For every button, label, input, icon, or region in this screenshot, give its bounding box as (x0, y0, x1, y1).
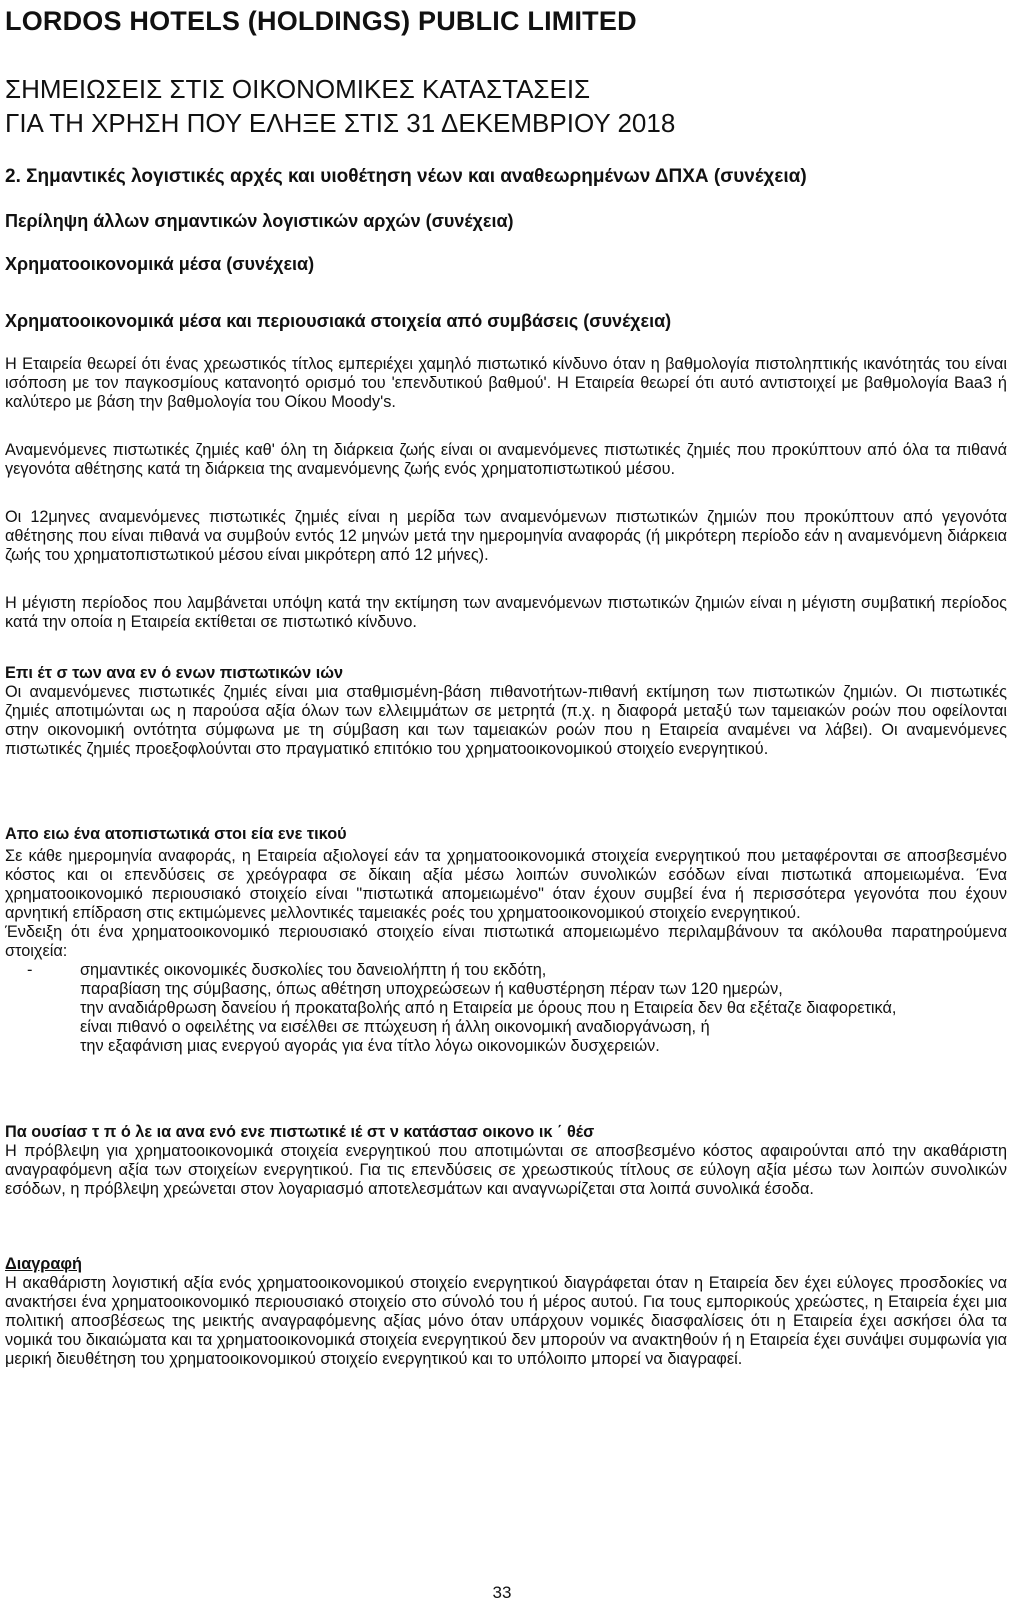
company-name: LORDOS HOTELS (HOLDINGS) PUBLIC LIMITED (5, 6, 637, 36)
list-item (5, 961, 1007, 980)
block-credit-impaired-assets (5, 825, 1007, 1056)
heading-write-off: Διαγραφή (5, 1255, 82, 1273)
heading-credit-impaired-assets: Απο ειω ένα ατοπιστωτικά στοι εία ενε τικού (5, 825, 347, 843)
list-item-text: είναι πιθανό ο οφειλέτης να εισέλθει σε πτώχευση ή άλλη οικονομική αναδιοργάνωση, ή (80, 1018, 710, 1036)
text-ecl-measurement: Οι αναμενόμενες πιστωτικές ζημιές είναι μια σταθμισμένη-βάση πιθανοτήτων-πιθανή εκτίμηση των πιστωτικών ζημιών. Οι πιστωτικές ζημιές αποτιμώνται ως η παρούσα αξία όλων των ελλειμμάτων σε μετρητά (π.χ. η διαφορά μεταξύ των ταμειακών ροών που οφείλονται στην οικονομική οντότητα σύμφωνα με τη σύμβαση και των ταμειακών ροών που η Εταιρεία αναμένει να λάβει). Οι αναμενόμενες πιστωτικές ζημιές προεξοφλούνται στο πραγματικό επιτόκιο του χρηματοοικονομικού στοιχείο ενεργητικού. (5, 683, 1007, 758)
subheading-other-policies: Περίληψη άλλων σημαντικών λογιστικών αρχών (συνέχεια) (5, 211, 514, 231)
subheading-financial-instruments: Χρηματοοικονομικά μέσα (συνέχεια) (5, 254, 315, 274)
document-title (5, 72, 675, 140)
list-dash: - (27, 961, 33, 979)
paragraph-lifetime-ecl: Αναμενόμενες πιστωτικές ζημιές καθ' όλη τη διάρκεια ζωής είναι οι αναμενόμενες πιστωτικές ζημιές που προκύπτουν από όλα τα πιθανά γεγονότα αθέτησης κατά τη διάρκεια της αναμενόμενης ζωής ενός χρηματοπιστωτικού μέσου. (5, 441, 1007, 478)
block-ecl-presentation (5, 1123, 1007, 1199)
page-number: 33 (492, 1583, 512, 1602)
paragraph-maximum-period: Η μέγιστη περίοδος που λαμβάνεται υπόψη κατά την εκτίμηση των αναμενόμενων πιστωτικών ζημιών είναι η μέγιστη συμβατική περίοδος κατά την οποία η Εταιρεία εκτίθεται σε πιστωτικό κίνδυνο. (5, 594, 1007, 631)
list-item-text: παραβίαση της σύμβασης, όπως αθέτηση υποχρεώσεων ή καθυστέρηση πέραν των 120 ημερών, (80, 980, 783, 998)
list-item-text: την αναδιάρθρωση δανείου ή προκαταβολής από η Εταιρεία με όρους που η Εταιρεία δεν θα εξέταζε διαφορετικά, (80, 999, 897, 1017)
section-heading: 2. Σημαντικές λογιστικές αρχές και υιοθέτηση νέων και αναθεωρημένων ΔΠΧΑ (συνέχεια) (5, 166, 807, 187)
paragraph-12-month-ecl: Οι 12μηνες αναμενόμενες πιστωτικές ζημιές είναι η μερίδα των αναμενόμενων πιστωτικών ζημιών που προκύπτουν από γεγονότα αθέτησης που είναι πιθανά να συμβούν εντός 12 μηνών μετά την ημερομηνία αναφοράς (ή μικρότερη περίοδο εάν η αναμενόμενη διάρκεια ζωής του χρηματοπιστωτικού μέσου είναι μικρότερη από 12 μήνες). (5, 508, 1007, 564)
list-item (5, 1018, 1007, 1037)
text-credit-impaired-evidence: Ένδειξη ότι ένα χρηματοοικονομικό περιουσιακό στοιχείο είναι πιστωτικά απομειωμένο περιλαμβάνουν τα ακόλουθα παρατηρούμενα στοιχεία: (5, 923, 1007, 960)
list-item (5, 999, 1007, 1018)
block-ecl-measurement (5, 664, 1007, 759)
list-item (5, 980, 1007, 999)
subheading-financial-assets-contract-assets: Χρηματοοικονομικά μέσα και περιουσιακά στοιχεία από συμβάσεις (συνέχεια) (5, 311, 672, 331)
text-credit-impaired-definition: Σε κάθε ημερομηνία αναφοράς, η Εταιρεία αξιολογεί εάν τα χρηματοοικονομικά στοιχεία ενεργητικού που μεταφέρονται σε αποσβεσμένο κόστος και οι επενδύσεις σε χρεόγραφα σε δίκαιη αξία μέσω λοιπών συνολικών εσόδων είναι πιστωτικά απομειωμένα. Ένα χρηματοοικονομικό περιουσιακό στοιχείο είναι "πιστωτικά απομειωμένο" όταν έχουν συμβεί ένα ή περισσότερα γεγονότα που έχουν αρνητική επίδραση στις εκτιμώμενες μελλοντικές ταμειακές ροές του χρηματοοικονομικού στοιχείο ενεργητικού. (5, 847, 1007, 922)
text-ecl-presentation: Η πρόβλεψη για χρηματοοικονομικά στοιχεία ενεργητικού που αποτιμώνται σε αποσβεσμένο κόστος αφαιρούνται από την ακαθάριστη αναγραφόμενη αξία των στοιχείων ενεργητικού. Για τις επενδύσεις σε χρεωστικούς τίτλους σε εύλογη αξία μέσω των λοιπών συνολικών εσόδων, η πρόβλεψη χρεώνεται στον λογαριασμό αποτελεσμάτων και αναγνωρίζεται στα λοιπά συνολικά έσοδα. (5, 1142, 1007, 1198)
list-item-text: την εξαφάνιση μιας ενεργού αγοράς για ένα τίτλο λόγω οικονομικών δυσχερειών. (80, 1037, 660, 1055)
heading-ecl-presentation: Πα ουσίασ τ π ό λε ια ανα ενό ενε πιστωτικέ ιέ στ ν κατάστασ οικονο ικ ΄ θέσ (5, 1123, 595, 1141)
document-title-line-2: ΓΙΑ ΤΗ ΧΡΗΣΗ ΠΟΥ ΕΛΗΞΕ ΣΤΙΣ 31 ΔΕΚΕΜΒΡΙΟΥ 2018 (5, 108, 676, 138)
document-title-line-1: ΣΗΜΕΙΩΣΕΙΣ ΣΤΙΣ ΟΙΚΟΝΟΜΙΚΕΣ ΚΑΤΑΣΤΑΣΕΙΣ (5, 74, 591, 104)
heading-ecl-measurement: Επι έτ σ των ανα εν ό ενων πιστωτικών ιών (5, 664, 344, 682)
text-write-off: Η ακαθάριστη λογιστική αξία ενός χρηματοοικονομικού στοιχείο ενεργητικού διαγράφεται όταν η Εταιρεία δεν έχει εύλογες προσδοκίες να ανακτήσει ένα χρηματοοικονομικό περιουσιακό στοιχείο στο σύνολό του ή μέρος αυτού. Για τους εμπορικούς χρεώστες, η Εταιρεία έχει μια πολιτική αποσβέσεως της μεικτής αναγραφόμενης αξίας μόνο όταν υπάρχουν νομικές διασφαλίσεις ότι η Εταιρεία έχει ασκήσει όλα τα νομικά του δικαιώματα και τα χρηματοοικονομικά στοιχεία ενεργητικού δεν μπορούν να ανακτηθούν ή η Εταιρεία έχει συνάψει συμφωνία για μερική διευθέτηση του χρηματοοικονομικού στοιχείο ενεργητικού και το υπόλοιπο μπορεί να διαγραφεί. (5, 1274, 1007, 1368)
list-item-text: σημαντικές οικονομικές δυσκολίες του δανειολήπτη ή του εκδότη, (80, 961, 547, 979)
list-item (5, 1037, 1007, 1056)
evidence-list (5, 961, 1007, 1056)
block-write-off (5, 1255, 1007, 1369)
paragraph-low-credit-risk: Η Εταιρεία θεωρεί ότι ένας χρεωστικός τίτλος εμπεριέχει χαμηλό πιστωτικό κίνδυνο όταν η βαθμολογία πιστοληπτικής ικανότητάς του είναι ισόποση με τον παγκοσμίους κατανοητό ορισμό του 'επενδυτικού βαθμού'. Η Εταιρεία θεωρεί ότι αυτό αντιστοιχεί με βαθμολογία Baa3 ή καλύτερο με βάση την βαθμολογία του Οίκου Moody's. (5, 355, 1007, 411)
